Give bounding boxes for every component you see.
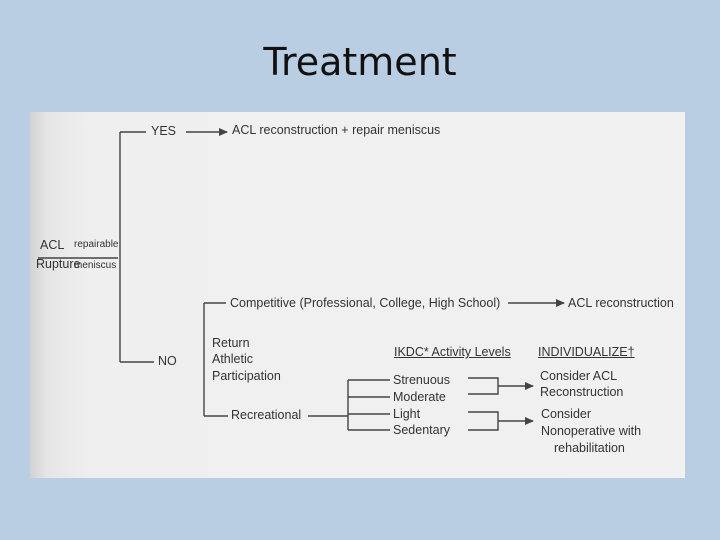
activity-level-light: Light xyxy=(393,407,421,421)
outcome-nonop-line1: Consider xyxy=(541,407,592,421)
activity-level-moderate: Moderate xyxy=(393,390,446,404)
branch-top-label: repairable xyxy=(74,239,119,250)
competitive-label: Competitive (Professional, College, High School) xyxy=(230,296,501,310)
yes-label: YES xyxy=(151,124,177,138)
root-label-line1: ACL xyxy=(40,238,65,252)
outcome-acl-line1: Consider ACL xyxy=(540,369,618,383)
branch-bottom-label: meniscus xyxy=(74,260,117,271)
activity-level-strenuous: Strenuous xyxy=(393,373,450,387)
slide-title: Treatment xyxy=(263,40,457,84)
bracket-upper xyxy=(468,378,498,394)
return-line-1: Return xyxy=(212,336,250,350)
root-label-line2: Rupture xyxy=(36,257,81,271)
flowchart-scan xyxy=(30,112,685,478)
outcome-nonop-line2: Nonoperative with xyxy=(541,424,642,438)
activity-level-sedentary: Sedentary xyxy=(393,423,450,437)
bracket-lower xyxy=(468,412,498,430)
outcome-nonop-line3: rehabilitation xyxy=(554,441,625,455)
yes-outcome: ACL reconstruction + repair meniscus xyxy=(232,123,441,137)
return-line-3: Participation xyxy=(212,369,281,383)
activity-header: IKDC* Activity Levels xyxy=(394,345,511,359)
competitive-outcome: ACL reconstruction xyxy=(568,296,674,310)
recreational-label: Recreational xyxy=(231,408,302,422)
return-line-2: Athletic xyxy=(212,352,253,366)
no-label: NO xyxy=(158,354,177,368)
individualize-header: INDIVIDUALIZE† xyxy=(538,345,635,359)
outcome-acl-line2: Reconstruction xyxy=(540,385,624,399)
